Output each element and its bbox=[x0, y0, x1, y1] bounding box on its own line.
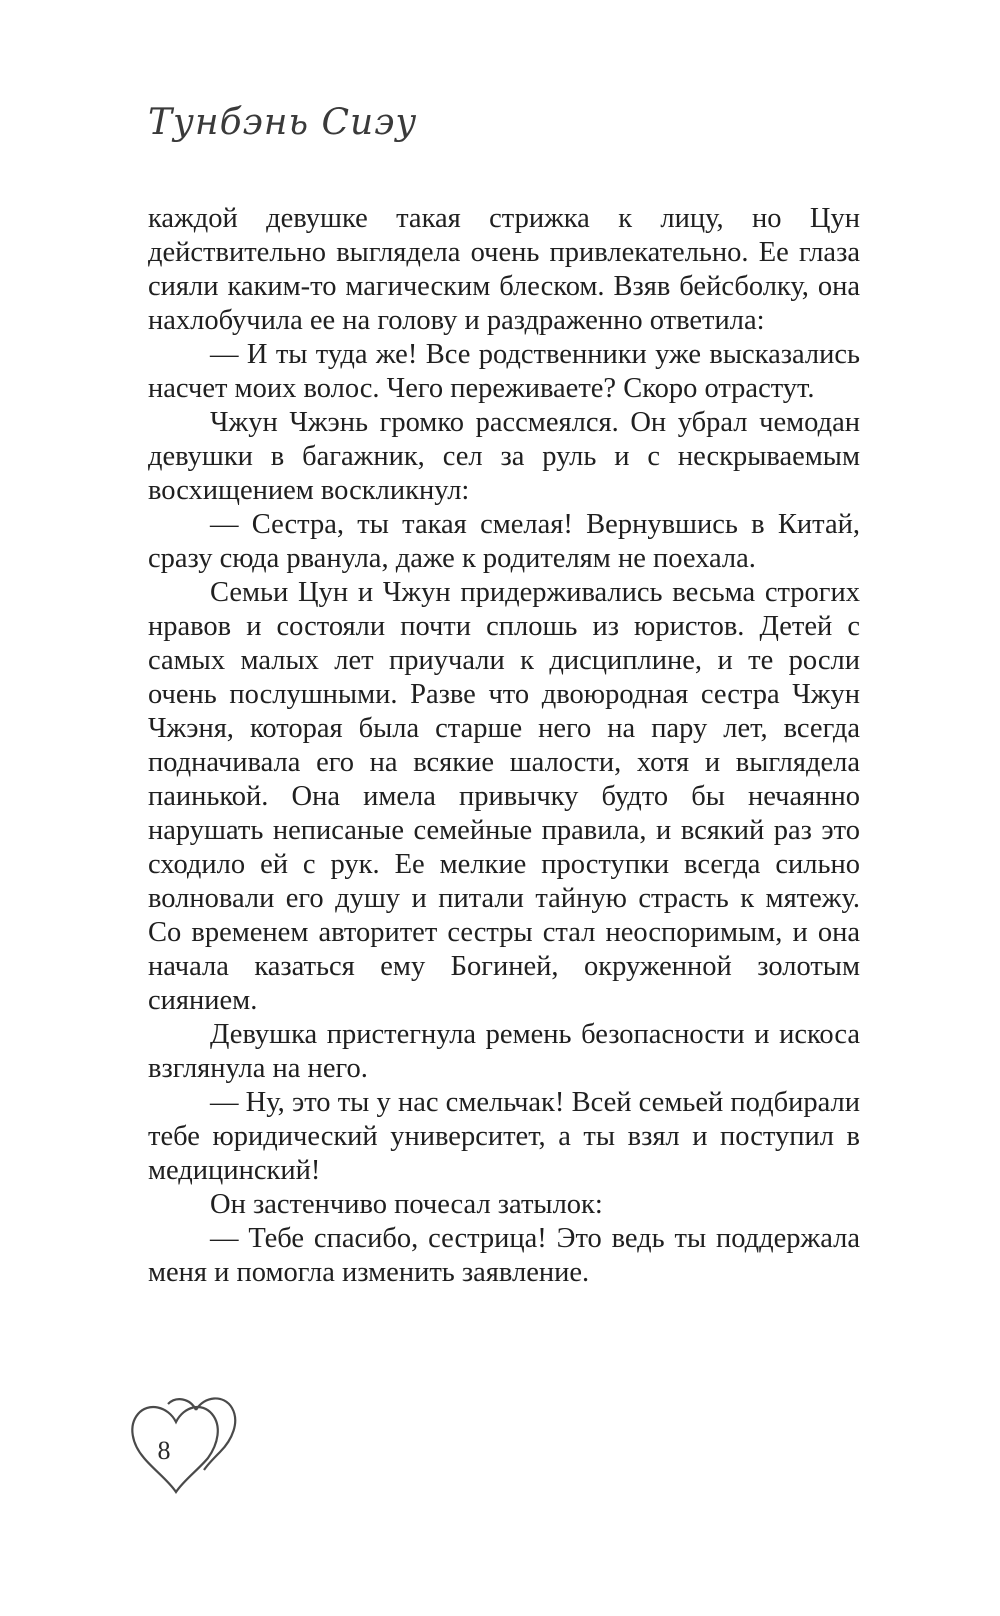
double-hearts-icon bbox=[118, 1392, 242, 1502]
paragraph: Семьи Цун и Чжун придерживались весьма строгих нравов и состояли почти сплошь из юристов. Детей с самых малых лет приучали к дисциплине, и те росли очень послушными. Разве что двоюродная сестра Чжун Чжэня, которая была старше него на пару лет, всегда подначивала его на всякие шалости, хотя и выглядела паинькой. Она имела привычку будто бы нечаянно нарушать неписаные семейные правила, и всякий раз это сходило ей с рук. Ее мелкие проступки всегда сильно волновали его душу и питали тайную страсть к мятежу. Со временем авторитет сестры стал неоспоримым, и она начала казаться ему Богиней, окруженной золотым сиянием. bbox=[148, 577, 860, 1016]
paragraph: — Тебе спасибо, сестрица! Это ведь ты поддержала меня и помогла изменить заявление. bbox=[148, 1223, 860, 1288]
running-head: Тунбэнь Сиэу bbox=[148, 102, 418, 143]
paragraph: Чжун Чжэнь громко рассмеялся. Он убрал чемодан девушки в багажник, сел за руль и с нескрываемым восхищением воскликнул: bbox=[148, 407, 860, 506]
paragraph: Девушка пристегнула ремень безопасности и искоса взглянула на него. bbox=[148, 1019, 860, 1084]
paragraph: — И ты туда же! Все родственники уже высказались насчет моих волос. Чего переживаете? Скоро отрастут. bbox=[148, 339, 860, 404]
paragraph: Он застенчиво почесал затылок: bbox=[210, 1189, 603, 1220]
body-text bbox=[148, 202, 860, 1290]
paragraph: каждой девушке такая стрижка к лицу, но Цун действительно выглядела очень привлекательно. Ее глаза сияли каким-то магическим блеском. Взяв бейсболку, она нахлобучила ее на голову и раздраженно ответила: bbox=[148, 203, 860, 336]
paragraph: — Ну, это ты у нас смельчак! Всей семьей подбирали тебе юридический университет, а ты взял и поступил в медицинский! bbox=[148, 1087, 860, 1186]
paragraph: — Сестра, ты такая смелая! Вернувшись в Китай, сразу сюда рванула, даже к родителям не поехала. bbox=[148, 509, 860, 574]
page-number: 8 bbox=[157, 1436, 171, 1465]
